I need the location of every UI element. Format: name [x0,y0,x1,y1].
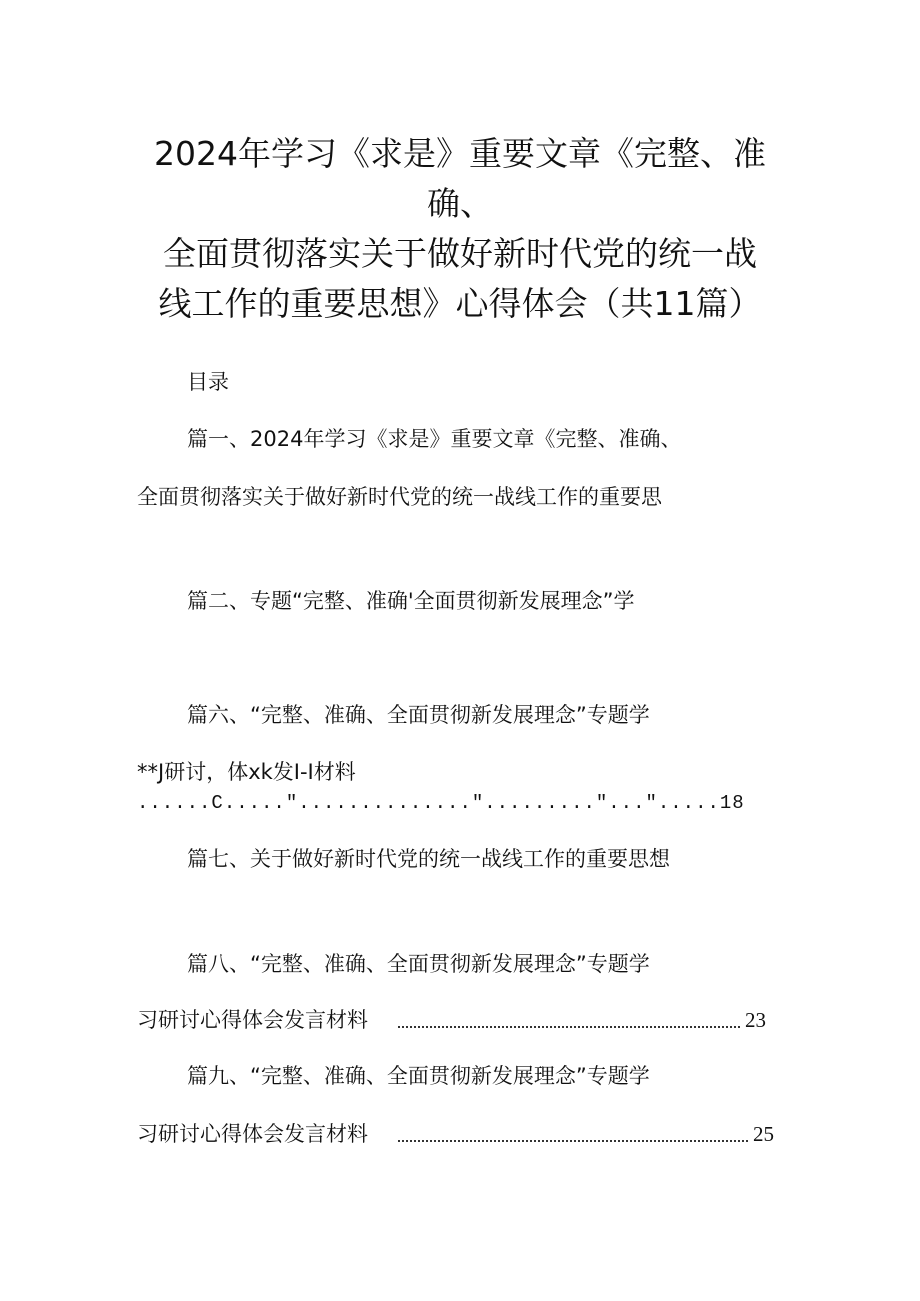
title-line-3: 全面贯彻落实关于做好新时代党的统一战 [163,234,757,273]
toc-entry-5-line2[interactable]: 习研讨心得体会发言材料 [137,1008,368,1032]
toc-entry-6-line1[interactable]: 篇九、“完整、准确、全面贯彻新发展理念”专题学 [187,1064,650,1088]
title-line-4: 线工作的重要思想》心得体会（共11篇） [158,284,762,323]
toc-entry-1-line2[interactable]: 全面贯彻落实关于做好新时代党的统一战线工作的重要思 [137,485,662,509]
toc-entry-2-line1[interactable]: 篇二、专题“完整、准确'全面贯彻新发展理念”学 [187,589,635,613]
document-title [0,130,920,328]
toc-entry-6-dot-leader [398,1138,748,1142]
toc-entry-5-page-number: 23 [745,1008,766,1032]
toc-entry-3-dot-leader: ......C.....″..............″.........″...″.....18 [137,792,745,814]
title-line-1: 2024年学习《求是》重要文章《完整、准 [154,134,766,173]
toc-entry-3-line2[interactable]: **J研讨，体xk发I-I材料 [137,760,356,784]
toc-entry-3-line1[interactable]: 篇六、“完整、准确、全面贯彻新发展理念”专题学 [187,703,650,727]
toc-entry-1-line1[interactable]: 篇一、2024年学习《求是》重要文章《完整、准确、 [187,427,682,451]
toc-entry-5-dot-leader [398,1024,740,1028]
toc-heading: 目录 [187,370,229,394]
toc-entry-5-line1[interactable]: 篇八、“完整、准确、全面贯彻新发展理念”专题学 [187,952,650,976]
title-line-2: 确、 [427,184,493,223]
toc-entry-6-page-number: 25 [753,1122,774,1146]
toc-entry-4-line1[interactable]: 篇七、关于做好新时代党的统一战线工作的重要思想 [187,847,670,871]
toc-entry-6-line2[interactable]: 习研讨心得体会发言材料 [137,1122,368,1146]
